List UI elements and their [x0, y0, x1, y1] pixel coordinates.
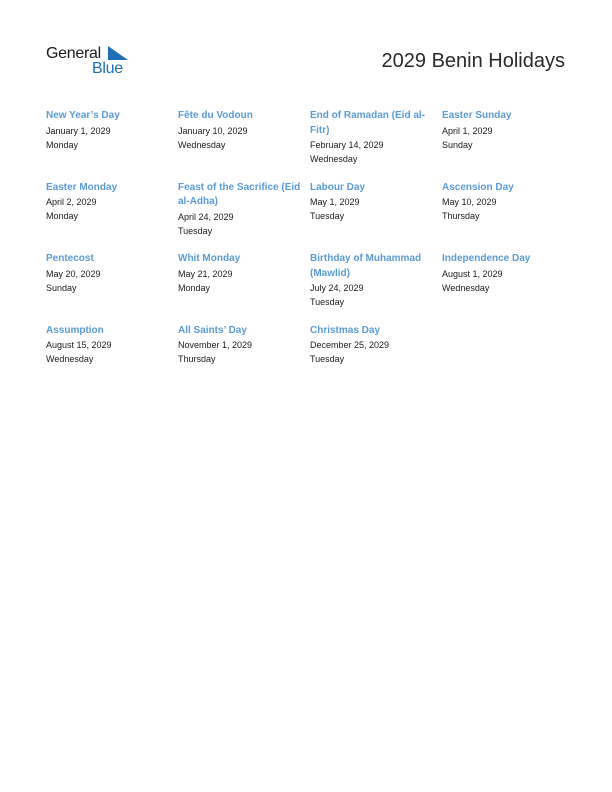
holiday-item — [310, 181, 442, 253]
holiday-weekday: Tuesday — [310, 354, 345, 364]
holiday-item — [178, 109, 310, 181]
holiday-date: February 14, 2029 — [310, 140, 384, 150]
logo-text-blue: Blue — [92, 60, 123, 77]
holiday-weekday: Sunday — [46, 282, 77, 293]
holiday-weekday: Tuesday — [310, 211, 345, 221]
holiday-item — [310, 252, 442, 324]
holiday-name: Birthday of Muhammad (Mawlid) — [310, 253, 422, 279]
holiday-weekday: Thursday — [178, 354, 216, 364]
holiday-list — [46, 109, 576, 395]
holiday-item — [178, 252, 310, 324]
holiday-name: Assumption — [46, 324, 104, 336]
logo-text-general: General — [46, 45, 101, 62]
holiday-weekday: Wednesday — [442, 282, 490, 293]
holiday-item — [442, 181, 574, 253]
holiday-item — [178, 181, 310, 253]
holiday-name: Pentecost — [46, 253, 94, 264]
holiday-weekday: Wednesday — [178, 139, 226, 150]
holiday-item — [46, 109, 178, 181]
holiday-name: Labour Day — [310, 181, 366, 193]
holiday-weekday: Thursday — [442, 211, 480, 221]
holiday-date: August 15, 2029 — [46, 340, 112, 350]
holiday-date: May 1, 2029 — [310, 197, 360, 207]
holiday-date: January 1, 2029 — [46, 125, 111, 136]
holiday-weekday: Tuesday — [178, 225, 213, 236]
holiday-name: All Saints’ Day — [178, 324, 247, 336]
holiday-date: January 10, 2029 — [178, 125, 248, 136]
holiday-weekday: Sunday — [442, 139, 473, 150]
holiday-item — [310, 324, 442, 396]
page-title: 2029 Benin Holidays — [381, 50, 565, 72]
holiday-date: August 1, 2029 — [442, 268, 503, 279]
holiday-weekday: Tuesday — [310, 297, 345, 307]
holiday-item — [46, 181, 178, 253]
holiday-weekday: Monday — [178, 282, 211, 293]
holiday-date: May 21, 2029 — [178, 268, 233, 279]
holiday-weekday: Wednesday — [310, 154, 358, 164]
holiday-name: Whit Monday — [178, 253, 241, 264]
holiday-name: Independence Day — [442, 253, 531, 264]
holiday-item — [442, 252, 574, 324]
holiday-date: April 1, 2029 — [442, 125, 493, 136]
holiday-date: November 1, 2029 — [178, 340, 253, 350]
holiday-name: Ascension Day — [442, 181, 514, 193]
holiday-item — [46, 324, 178, 396]
holiday-name: End of Ramadan (Eid al-Fitr) — [310, 110, 426, 136]
holiday-name: Christmas Day — [310, 324, 381, 336]
holiday-weekday: Monday — [46, 211, 79, 221]
generalblue-logo — [46, 44, 130, 80]
holiday-date: December 25, 2029 — [310, 340, 390, 350]
holiday-date: July 24, 2029 — [310, 283, 364, 293]
holiday-weekday: Monday — [46, 139, 79, 150]
holiday-name: Feast of the Sacrifice (Eid al-Adha) — [178, 181, 301, 207]
holiday-date: April 24, 2029 — [178, 211, 234, 222]
holiday-name: Easter Sunday — [442, 110, 512, 121]
holiday-date: April 2, 2029 — [46, 197, 97, 207]
holiday-item — [442, 109, 574, 181]
holiday-date: May 10, 2029 — [442, 197, 497, 207]
holiday-weekday: Wednesday — [46, 354, 94, 364]
holiday-name: Fête du Vodoun — [178, 110, 253, 121]
holiday-item — [46, 252, 178, 324]
holiday-item — [178, 324, 310, 396]
holiday-name: New Year’s Day — [46, 110, 120, 121]
holiday-name: Easter Monday — [46, 181, 118, 193]
holiday-item — [310, 109, 442, 181]
holiday-date: May 20, 2029 — [46, 268, 101, 279]
